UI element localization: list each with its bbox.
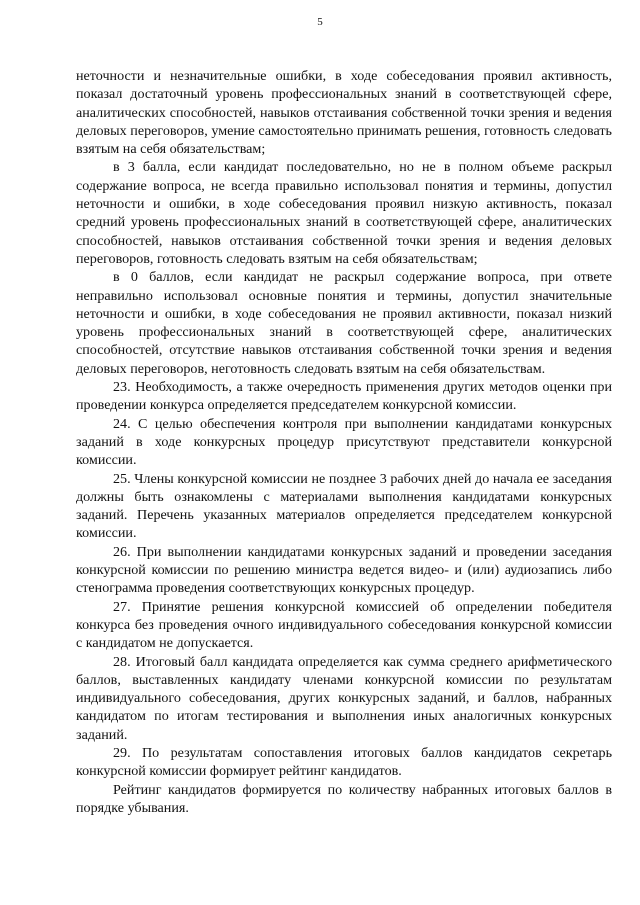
paragraph-item-23: 23. Необходимость, а также очередность применения других методов оценки при проведении конкурса определяется председателем конкурсной комиссии. <box>76 379 612 414</box>
paragraph-item-27: 27. Принятие решения конкурсной комиссией об определении победителя конкурса без проведения очного индивидуального собеседования конкурсной комиссии с кандидатом не допускается. <box>76 598 612 652</box>
paragraph-rating: Рейтинг кандидатов формируется по количеству набранных итоговых баллов в порядке убывания. <box>76 781 612 816</box>
paragraph-item-28: 28. Итоговый балл кандидата определяется как сумма среднего арифметического баллов, выставленных кандидату членами конкурсной комиссии по результатам индивидуального собеседования, других конкурсных заданий, и баллов, набранных кандидатом по итогам тестирования и выполнения иных аналогичных конкурсных заданий. <box>76 653 612 743</box>
paragraph-item-24: 24. С целью обеспечения контроля при выполнении кандидатами конкурсных заданий в ходе конкурсных процедур присутствуют представители конкурсной комиссии. <box>76 415 612 469</box>
document-body <box>76 67 612 817</box>
paragraph-0-points: в 0 баллов, если кандидат не раскрыл содержание вопроса, при ответе неправильно использовал основные понятия и термины, допустил значительные неточности и ошибки, в ходе собеседования не проявил активности, показал низкий уровень профессиональных знаний в соответствующей сфере, аналитических способностей, отсутствие навыков отстаивания собственной точки зрения и ведения деловых переговоров, неготовность следовать взятым на себя обязательствам. <box>76 269 612 377</box>
paragraph-item-26: 26. При выполнении кандидатами конкурсных заданий и проведении заседания конкурсной комиссии по решению министра ведется видео- и (или) аудиозапись либо стенограмма проведения соответствующих конкурсных процедур. <box>76 543 612 597</box>
page-number: 5 <box>317 16 323 28</box>
paragraph-3-points: в 3 балла, если кандидат последовательно, но не в полном объеме раскрыл содержание вопроса, не всегда правильно использовал понятия и термины, допустил неточности и ошибки, в ходе собеседования проявил низкую активность, показал средний уровень профессиональных знаний в соответствующей сфере, аналитических способностей, навыков отстаивания собственной точки зрения и ведения деловых переговоров, готовность следовать взятым на себя обязательствам; <box>76 159 612 267</box>
paragraph-continuation: неточности и незначительные ошибки, в ходе собеседования проявил активность, показал достаточный уровень профессиональных знаний в соответствующей сфере, аналитических способностей, навыков отстаивания собственной точки зрения и ведения деловых переговоров, умение самостоятельно принимать решения, готовность следовать взятым на себя обязательствам; <box>76 68 612 158</box>
paragraph-item-25: 25. Члены конкурсной комиссии не позднее 3 рабочих дней до начала ее заседания должны быть ознакомлены с материалами выполнения кандидатами конкурсных заданий. Перечень указанных материалов определяется председателем конкурсной комиссии. <box>76 470 612 542</box>
paragraph-item-29: 29. По результатам сопоставления итоговых баллов кандидатов секретарь конкурсной комиссии формирует рейтинг кандидатов. <box>76 744 612 780</box>
